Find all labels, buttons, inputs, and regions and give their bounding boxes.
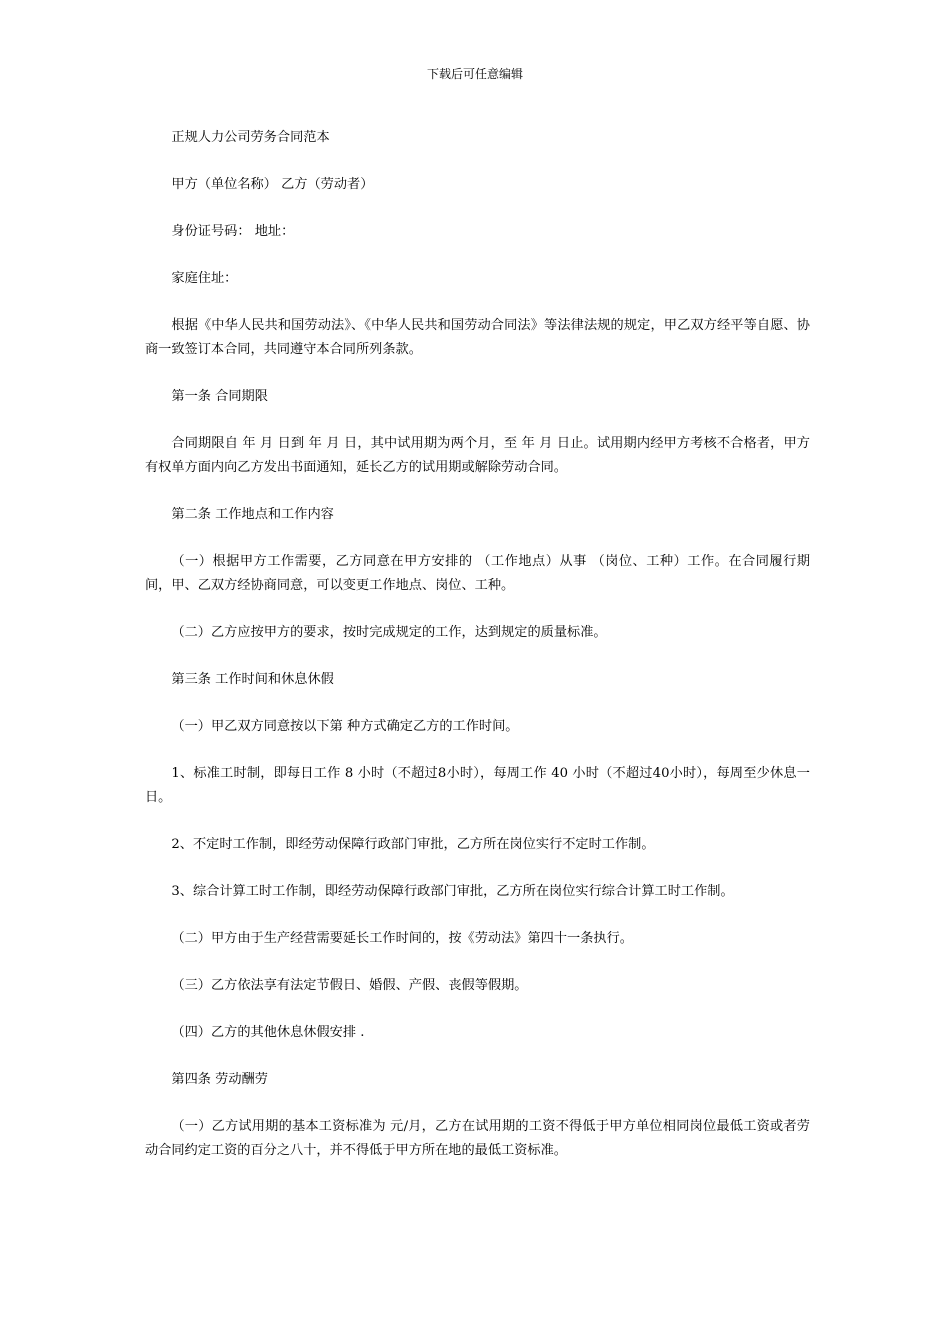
- article-3-item-2: 2、不定时工作制，即经劳动保障行政部门审批，乙方所在岗位实行不定时工作制。: [171, 837, 655, 852]
- article-3-clause-3: （三）乙方依法享有法定节假日、婚假、产假、丧假等假期。: [171, 978, 528, 993]
- article-3-clause-1: （一）甲乙双方同意按以下第 种方式确定乙方的工作时间。: [171, 719, 519, 734]
- article-3-item-3: 3、综合计算工时工作制，即经劳动保障行政部门审批，乙方所在岗位实行综合计算工时工作制。: [171, 884, 734, 899]
- party-line: 甲方（单位名称） 乙方（劳动者）: [171, 177, 374, 192]
- article-1-heading: 第一条 合同期限: [171, 389, 268, 404]
- document-body: [145, 126, 810, 1186]
- article-3-clause-4: （四）乙方的其他休息休假安排 .: [171, 1025, 365, 1040]
- home-address-line: 家庭住址：: [171, 271, 238, 286]
- article-4-clause-1: （一）乙方试用期的基本工资标准为 元/月，乙方在试用期的工资不得低于甲方单位相同岗位最低工资或者劳动合同约定工资的百分之八十，并不得低于甲方所在地的最低工资标准。: [145, 1119, 810, 1158]
- article-3-clause-2: （二）甲方由于生产经营需要延长工作时间的，按《劳动法》第四十一条执行。: [171, 931, 633, 946]
- article-3-item-1: 1、标准工时制，即每日工作 8 小时（不超过8小时），每周工作 40 小时（不超过40小时），每周至少休息一日。: [145, 766, 810, 805]
- document-title: 正规人力公司劳务合同范本: [171, 130, 330, 145]
- article-3-heading: 第三条 工作时间和休息休假: [171, 672, 334, 687]
- id-address-line: 身份证号码： 地址：: [171, 224, 295, 239]
- preamble-paragraph: 根据《中华人民共和国劳动法》、《中华人民共和国劳动合同法》等法律法规的规定，甲乙双方经平等自愿、协商一致签订本合同，共同遵守本合同所列条款。: [145, 318, 810, 357]
- article-2-heading: 第二条 工作地点和工作内容: [171, 507, 334, 522]
- page-header: 下载后可任意编辑: [426, 67, 523, 81]
- article-1-paragraph: 合同期限自 年 月 日到 年 月 日，其中试用期为两个月，至 年 月 日止。试用期内经甲方考核不合格者，甲方有权单方面内向乙方发出书面通知，延长乙方的试用期或解除劳动合同。: [145, 436, 810, 475]
- article-4-heading: 第四条 劳动酬劳: [171, 1072, 268, 1087]
- article-2-clause-2: （二）乙方应按甲方的要求，按时完成规定的工作，达到规定的质量标准。: [171, 625, 607, 640]
- article-2-clause-1: （一）根据甲方工作需要，乙方同意在甲方安排的 （工作地点）从事 （岗位、工种）工作。在合同履行期间，甲、乙双方经协商同意，可以变更工作地点、岗位、工种。: [145, 554, 810, 593]
